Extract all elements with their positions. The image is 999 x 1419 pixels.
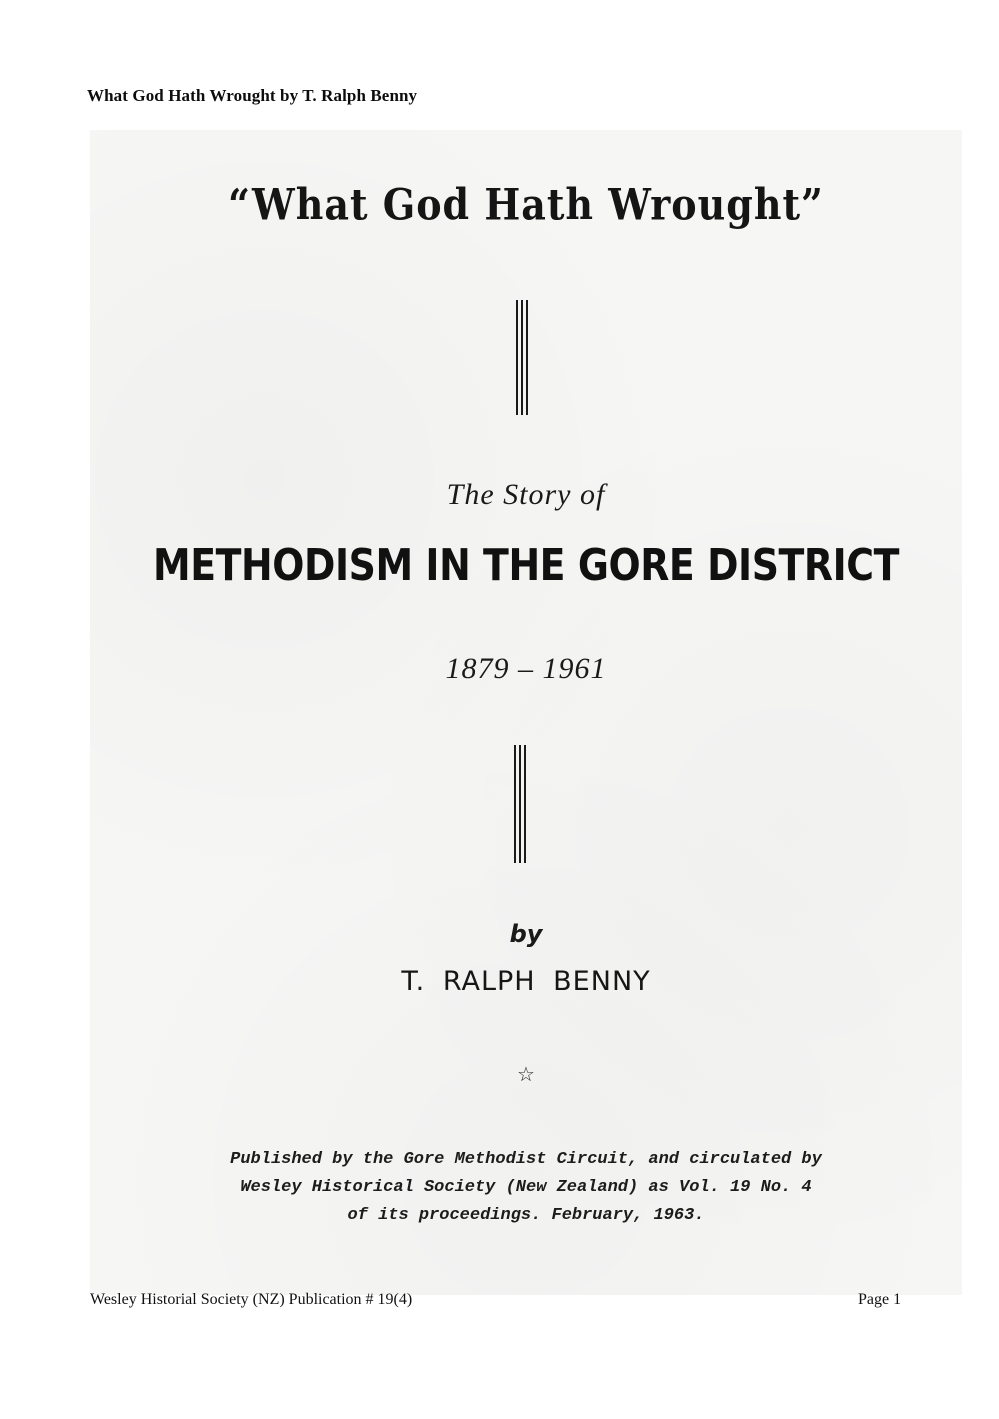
date-range: 1879 – 1961 [445,652,607,685]
triple-rule-top [516,300,528,415]
blackletter-title: “What God Hath Wrought” [228,179,824,230]
rule-line [526,300,528,415]
rule-line [516,300,518,415]
subtitle: The Story of [446,478,606,511]
main-title: METHODISM IN THE GORE DISTRICT [153,540,899,591]
publisher-line: of its proceedings. February, 1963. [347,1206,705,1225]
running-header: What God Hath Wrought by T. Ralph Benny [87,86,418,105]
rule-line [514,745,516,863]
rule-line [521,300,523,415]
scanned-cover-page [90,130,962,1295]
publisher-line: Published by the Gore Methodist Circuit, and circulated by [230,1150,822,1169]
by-label: by [509,920,543,948]
rule-line [519,745,521,863]
footer-page-number: Page 1 [858,1291,902,1308]
publisher-line: Wesley Historical Society (New Zealand) as Vol. 19 No. 4 [240,1178,812,1197]
footer-publication: Wesley Historial Society (NZ) Publication # 19(4) [90,1291,413,1308]
rule-line [524,745,526,863]
triple-rule-bottom [514,745,526,863]
star-icon: ☆ [517,1064,535,1086]
publisher-statement [90,1146,962,1230]
author-name: T. RALPH BENNY [401,966,651,997]
